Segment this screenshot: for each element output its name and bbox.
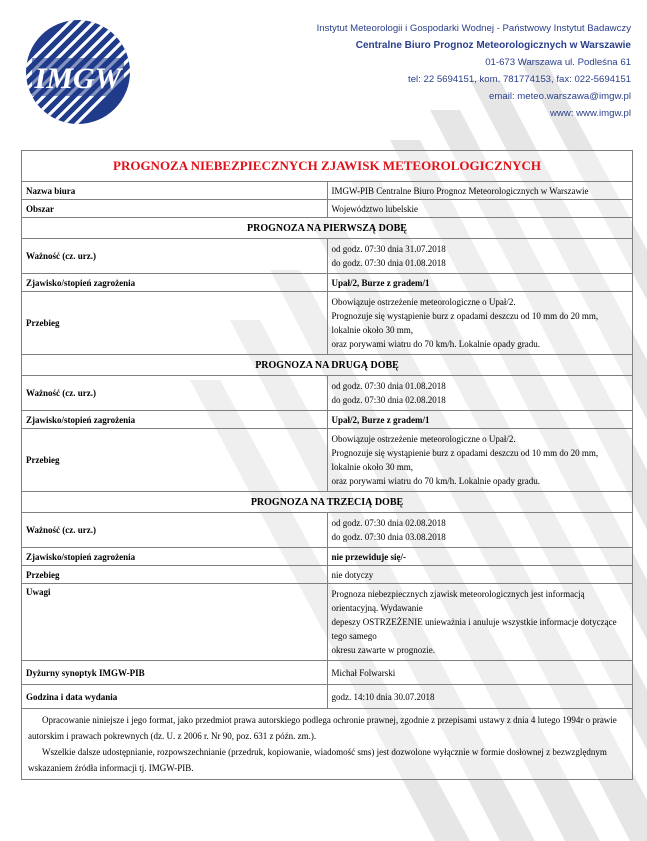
day1-course-line: oraz porywami wiatru do 70 km/h. Lokalnie opady gradu. [331,339,540,349]
day2-validity [327,376,633,411]
notes [327,584,633,661]
day1-validity [327,239,633,274]
day2-course-line: oraz porywami wiatru do 70 km/h. Lokalnie opady gradu. [331,476,540,486]
notes-line: okresu zawarte w prognozie. [331,645,435,655]
duty-value: Michał Folwarski [327,661,633,685]
area-value: Województwo lubelskie [327,200,633,218]
day1-course [327,292,633,355]
office-name: Centralne Biuro Prognoz Meteorologicznych w Warszawie [355,40,631,51]
day1-phenomenon-label: Zjawisko/stopień zagrożenia [22,274,328,292]
website-line: www: www.imgw.pl [549,108,631,119]
day2-course-line: Obowiązuje ostrzeżenie meteorologiczne o Upał/2. [331,434,516,444]
office-label: Nazwa biura [22,182,328,200]
document-title: PROGNOZA NIEBEZPIECZNYCH ZJAWISK METEOROLOGICZNYCH [22,151,633,182]
day3-heading: PROGNOZA NA TRZECIĄ DOBĘ [22,492,633,513]
email-line: email: meteo.warszawa@imgw.pl [489,91,631,102]
day1-heading: PROGNOZA NA PIERWSZĄ DOBĘ [22,218,633,239]
day1-course-line: Obowiązuje ostrzeżenie meteorologiczne o Upał/2. [331,297,516,307]
notes-line: depeszy OSTRZEŻENIE unieważnia i anuluje wszystkie informacje dotyczące tego samego [331,617,617,641]
day2-validity-label: Ważność (cz. urz.) [22,376,328,411]
day3-course-label: Przebieg [22,566,328,584]
duty-label: Dyżurny synoptyk IMGW-PIB [22,661,328,685]
day3-validity-label: Ważność (cz. urz.) [22,513,328,548]
notes-line: Prognoza niebezpiecznych zjawisk meteorologicznych jest informacją orientacyjną. Wydawanie [331,589,585,613]
day3-phenomenon-label: Zjawisko/stopień zagrożenia [22,548,328,566]
phone-line: tel: 22 5694151, kom. 781774153, fax: 022-5694151 [408,74,631,85]
day2-validity-from: od godz. 07:30 dnia 01.08.2018 [331,381,446,391]
copyright-paragraph: Opracowanie niniejsze i jego format, jako przedmiot prawa autorskiego podlega ochronie prawnej, zgodnie z przepisami ustawy z dnia 4 lutego 1994r o prawie autorskim i prawach pokrewnych (dz. U. z 2006 r. Nr 90, poz. 631 z późn. zm.). [28,715,617,741]
day3-validity-to: do godz. 07:30 dnia 03.08.2018 [331,532,446,542]
institute-name: Instytut Meteorologii i Gospodarki Wodnej - Państwowy Instytut Badawczy [316,23,631,34]
redistribution-paragraph: Wszelkie dalsze udostępnianie, rozpowszechnianie (przedruk, kopiowanie, wiadomość sms) jest dozwolone wyłącznie w formie dosłownej z bezwzględnym wskazaniem źródła informacji tj. IMGW-PIB. [28,747,607,773]
institute-header [191,20,631,122]
day3-validity-from: od godz. 07:30 dnia 02.08.2018 [331,518,446,528]
logo-text: IMGW [34,62,122,95]
day2-course [327,429,633,492]
notes-label: Uwagi [22,584,328,661]
day2-course-line: Prognozuje się wystąpienie burz z opadami deszczu od 10 mm do 20 mm, lokalnie około 30 mm, [331,448,599,472]
day1-validity-to: do godz. 07:30 dnia 01.08.2018 [331,258,446,268]
imgw-logo [24,18,132,126]
day3-course-value: nie dotyczy [327,566,633,584]
address: 01-673 Warszawa ul. Podleśna 61 [485,57,631,68]
day1-validity-label: Ważność (cz. urz.) [22,239,328,274]
copyright-footer [22,709,633,780]
issued-label: Godzina i data wydania [22,685,328,709]
office-value: IMGW-PIB Centralne Biuro Prognoz Meteorologicznych w Warszawie [327,182,633,200]
day2-course-label: Przebieg [22,429,328,492]
day2-validity-to: do godz. 07:30 dnia 02.08.2018 [331,395,446,405]
day1-validity-from: od godz. 07:30 dnia 31.07.2018 [331,244,446,254]
day1-course-line: Prognozuje się wystąpienie burz z opadami deszczu od 10 mm do 20 mm, lokalnie około 30 mm, [331,311,599,335]
day2-heading: PROGNOZA NA DRUGĄ DOBĘ [22,355,633,376]
area-label: Obszar [22,200,328,218]
issued-value: godz. 14:10 dnia 30.07.2018 [327,685,633,709]
day1-phenomenon-value: Upał/2, Burze z gradem/1 [327,274,633,292]
forecast-table [21,150,633,780]
day3-phenomenon-value: nie przewiduje się/- [327,548,633,566]
day2-phenomenon-value: Upał/2, Burze z gradem/1 [327,411,633,429]
day1-course-label: Przebieg [22,292,328,355]
day3-validity [327,513,633,548]
day2-phenomenon-label: Zjawisko/stopień zagrożenia [22,411,328,429]
